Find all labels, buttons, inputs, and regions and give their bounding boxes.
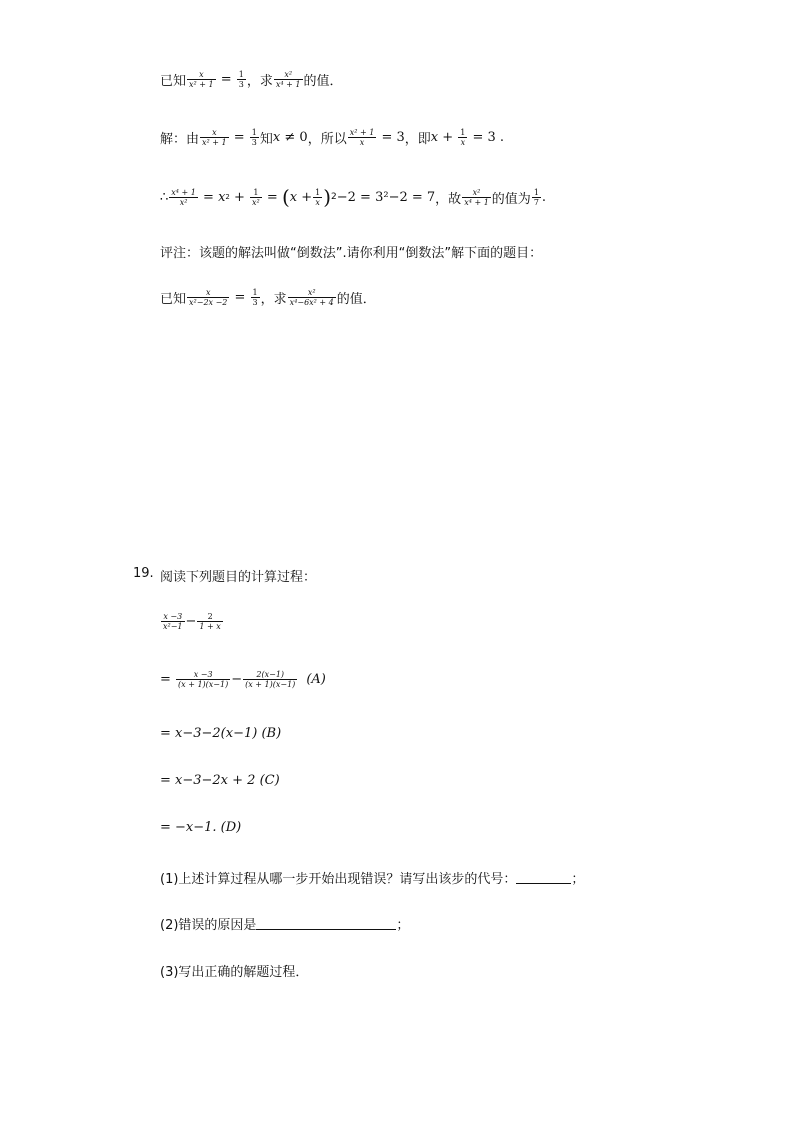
- fraction-task-right: $\frac{\text{x²}}{\text{x⁴−6x² + 4}}$: [289, 288, 334, 307]
- question-number: 19.: [133, 566, 154, 581]
- solution-know: 知: [259, 132, 273, 147]
- fraction-task-left: $\frac{x}{\text{x²−2x −2}}$: [189, 288, 228, 307]
- therefore-conclude: ，故: [435, 191, 462, 207]
- fraction-x2plus1-over-x: $\frac{\text{x² + 1}}{x}$: [349, 128, 375, 147]
- fraction-one-third-c: $\frac{1}{3}$: [252, 288, 258, 307]
- step-b: = x−3−2(x−1) (B): [160, 726, 282, 741]
- fraction-one-third: $\frac{1}{3}$: [238, 70, 244, 89]
- fraction-one-seventh: $\frac{1}{7}$: [533, 187, 539, 207]
- comment-line: 评注：该题的解法叫做“倒数法”.请你利用“倒数法”解下面的题目：: [160, 246, 543, 261]
- question-2: [160, 914, 409, 933]
- fraction-x4plus1-over-x2: $\frac{\text{x⁴ + 1}}{\text{x²}}$: [171, 187, 196, 207]
- step-a: = $\frac{x -3}{(x + 1)(x-1)}$ − $\frac{2(x-1)}{(x + 1)(x-1)}$ (A): [160, 670, 326, 689]
- solution-line: 解：由 $\frac{x}{\text{x² + 1}}$ = $\frac{1}{3}$ 知 x ≠ 0 ，所以 $\frac{\text{x² + 1}}{x}$ = 3 ，即 x + $\frac{1}{x}$ = 3 .: [160, 128, 505, 147]
- fraction-2-over-1plusx: $\frac{2}{1 + x}$: [199, 612, 221, 631]
- question-2-end: ；: [396, 918, 410, 933]
- solution-so: ，所以: [307, 132, 347, 147]
- step-c: = x−3−2x + 2 (C): [160, 773, 280, 788]
- answer-blank-1[interactable]: [516, 871, 571, 884]
- step-d: = −x−1. (D): [160, 820, 242, 835]
- fraction-x-over-x2plus1-b: $\frac{x}{\text{x² + 1}}$: [202, 128, 227, 147]
- therefore-symbol: ∴: [160, 189, 169, 205]
- step-a-label: (A): [306, 672, 326, 687]
- question-1-end: ；: [571, 872, 585, 887]
- task-prefix: 已知: [160, 292, 187, 307]
- fraction-x-over-x2plus1: $\frac{x}{\text{x² + 1}}$: [189, 70, 214, 89]
- question-2-text: (2)错误的原因是: [160, 918, 257, 933]
- fraction-x2-over-x4plus1: $\frac{\text{x²}}{\text{x⁴ + 1}}$: [275, 70, 301, 89]
- therefore-line: ∴ $\frac{\text{x⁴ + 1}}{\text{x²}}$ = x 2 + $\frac{1}{\text{x²}}$ = ( x + $\frac{1}{x}$ ) 2 −2 = 3²−2 = 7 ，故 $\frac{\text{x²}}{\text{x⁴ + 1}}$ 的值为 $\frac{1}{7}$ .: [160, 185, 547, 209]
- solution-ie: ，即: [404, 132, 431, 147]
- fraction-x2-over-x4plus1-b: $\frac{\text{x²}}{\text{x⁴ + 1}}$: [464, 187, 489, 207]
- question-1: [160, 868, 584, 887]
- fraction-one-over-x-b: $\frac{1}{x}$: [315, 187, 321, 207]
- therefore-suffix: 的值为: [491, 191, 531, 207]
- fraction-step-a-right: $\frac{2(x-1)}{(x + 1)(x-1)}$: [245, 670, 296, 689]
- answer-blank-2[interactable]: [256, 917, 396, 930]
- question-title: 阅读下列题目的计算过程：: [160, 570, 317, 585]
- task-mid: ，求: [260, 292, 287, 307]
- question-3: (3)写出正确的解题过程．: [160, 965, 309, 980]
- fraction-one-over-x: $\frac{1}{x}$: [460, 128, 466, 147]
- given-suffix: 的值．: [303, 74, 343, 89]
- given-mid: ，求: [246, 74, 273, 89]
- solution-prefix: 解：由: [160, 132, 200, 147]
- original-expression: $\frac{x -3}{\text{x²−1}}$ − $\frac{2}{1 + x}$: [163, 612, 221, 631]
- fraction-step-a-left: $\frac{x -3}{(x + 1)(x-1)}$: [178, 670, 229, 689]
- task-line: 已知 $\frac{x}{\text{x²−2x −2}}$ = $\frac{1}{3}$ ，求 $\frac{\text{x²}}{\text{x⁴−6x² + 4}}$ 的值．: [160, 288, 376, 307]
- fraction-one-third-b: $\frac{1}{3}$: [251, 128, 257, 147]
- task-suffix: 的值．: [336, 292, 376, 307]
- fraction-xminus3-over-x2minus1: $\frac{x -3}{\text{x²−1}}$: [163, 612, 183, 631]
- given-line-1: 已知 $\frac{x}{\text{x² + 1}}$ = $\frac{1}{3}$ ，求 $\frac{\text{x²}}{\text{x⁴ + 1}}$ 的值．: [160, 70, 343, 89]
- fraction-one-over-x2: $\frac{1}{\text{x²}}$: [252, 187, 260, 207]
- given-prefix: 已知: [160, 74, 187, 89]
- question-1-text: (1)上述计算过程从哪一步开始出现错误？请写出该步的代号：: [160, 872, 517, 887]
